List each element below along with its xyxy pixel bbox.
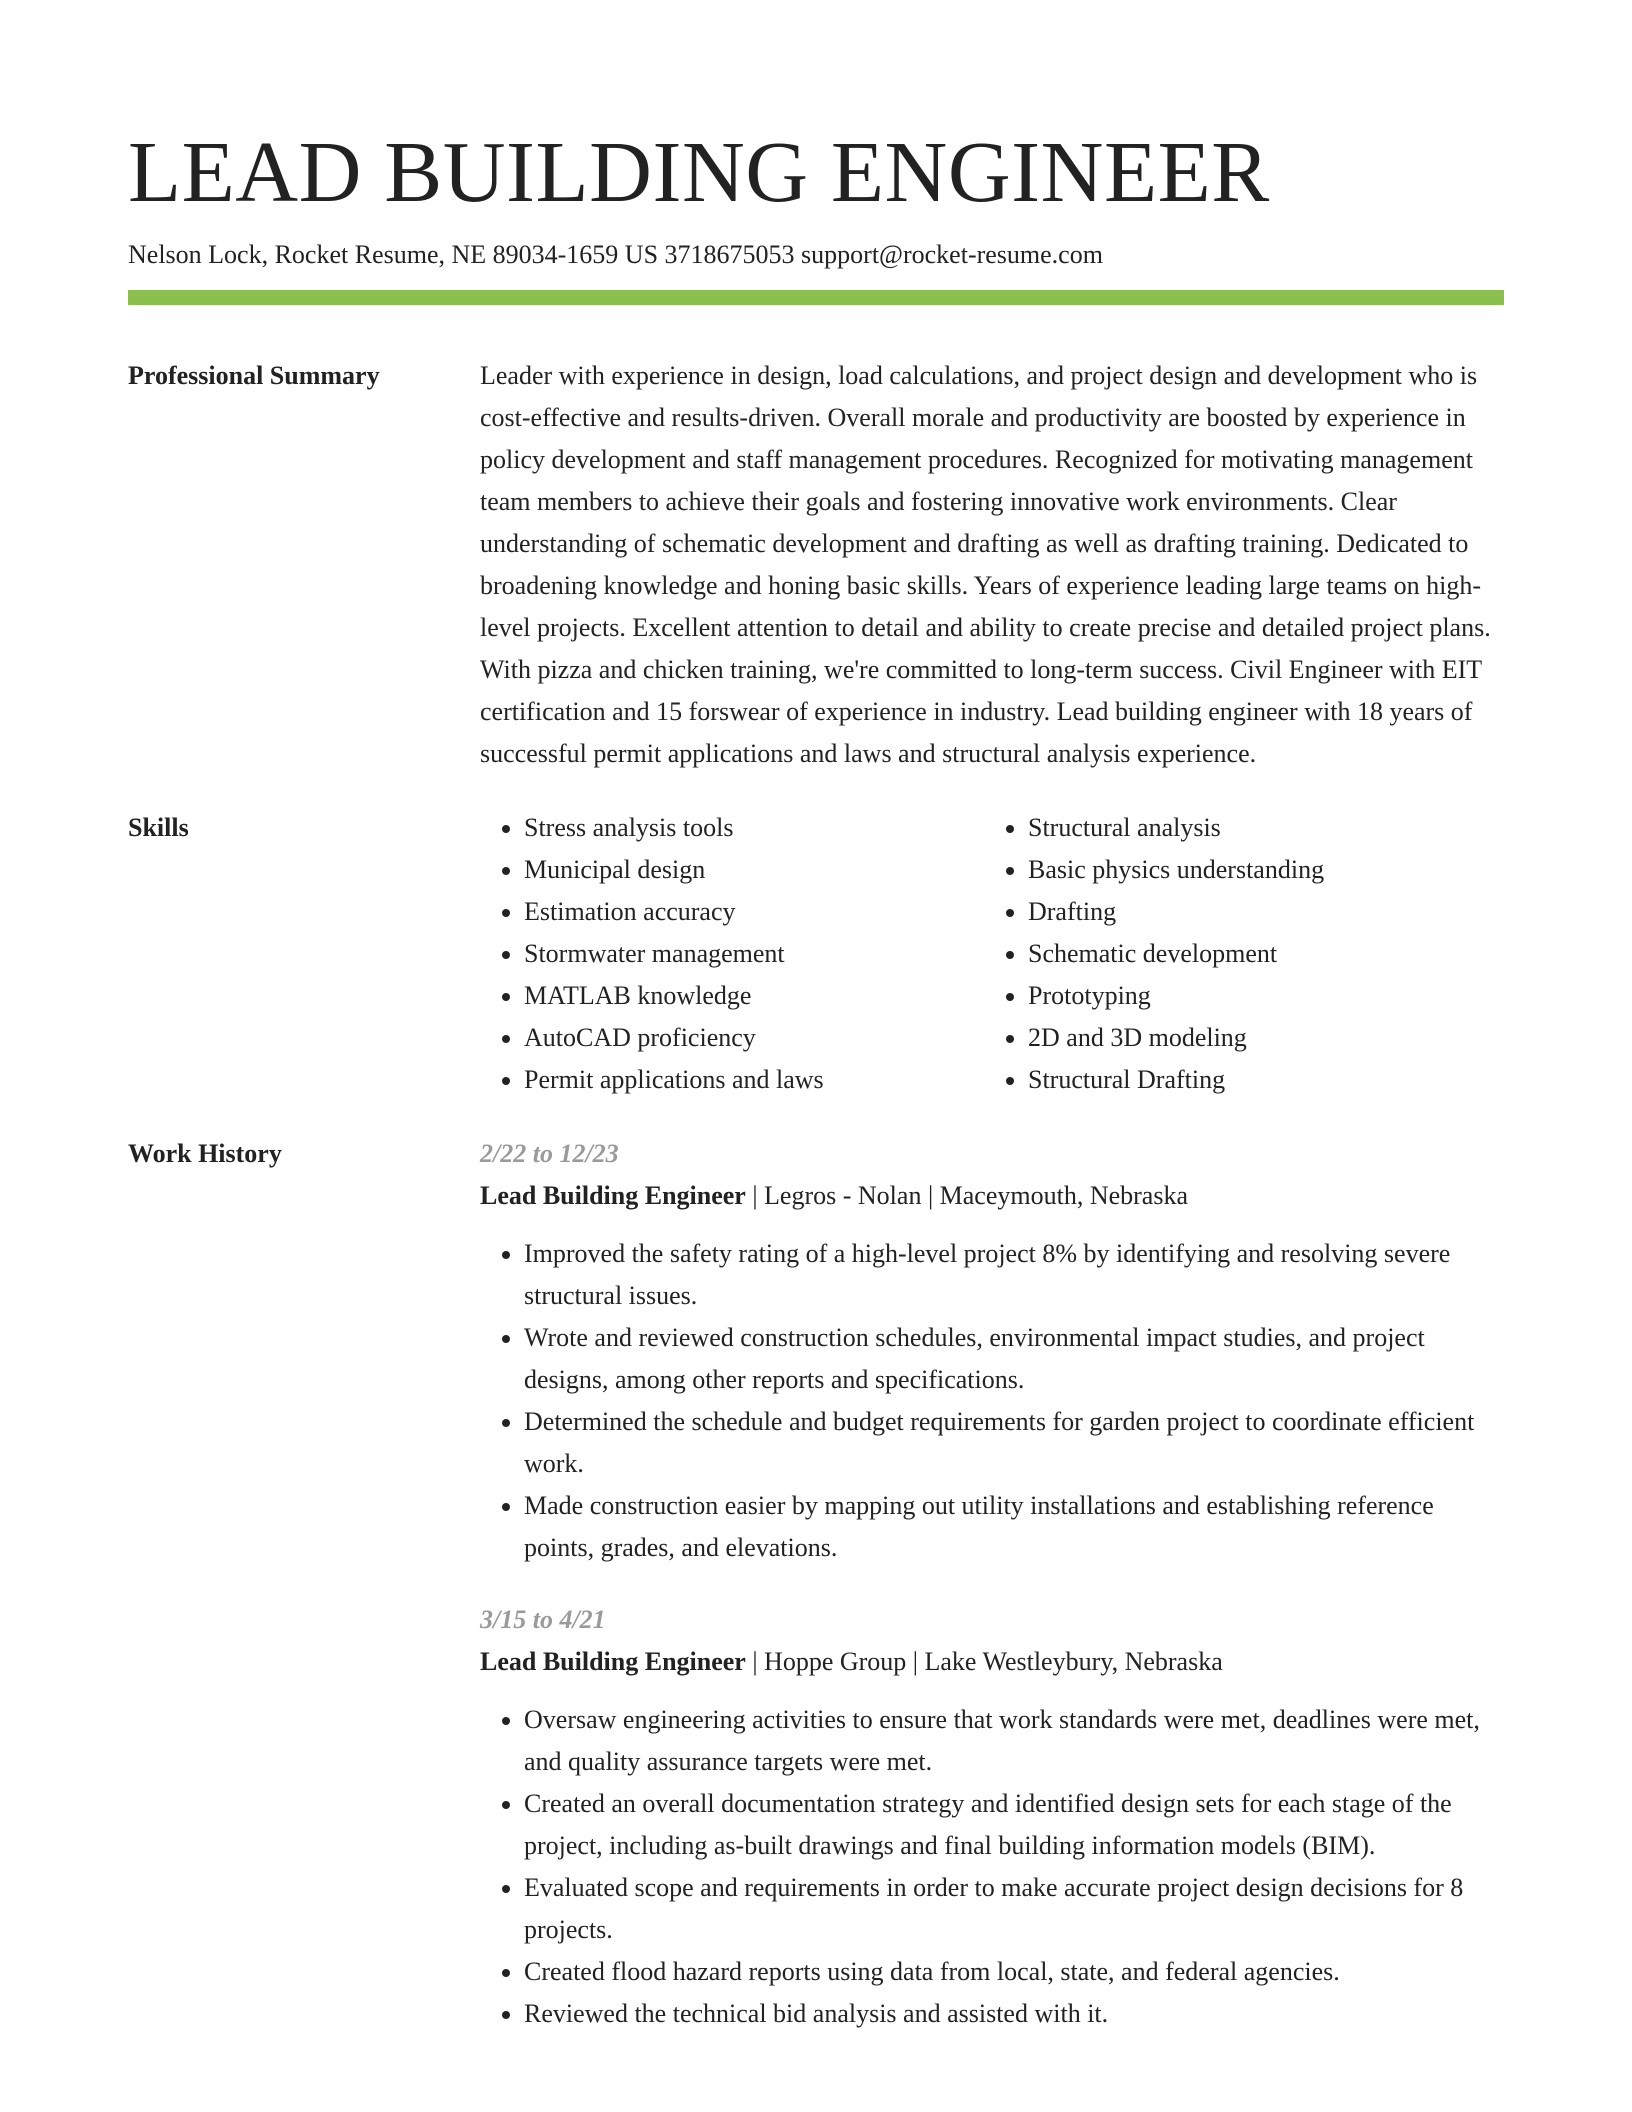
skill-item: • Prototyping — [1028, 975, 1488, 1017]
skill-item: • Estimation accuracy — [524, 891, 984, 933]
job-bullet: • Evaluated scope and requirements in order to make accurate project design decisions for 8 projects. — [524, 1867, 1504, 1951]
job-dates: 2/22 to 12/23 — [480, 1139, 619, 1168]
skills-section — [128, 807, 1504, 1101]
job-bullets — [480, 1233, 1504, 1569]
skill-item: • Municipal design — [524, 849, 984, 891]
job-details: | Hoppe Group | Lake Westleybury, Nebraska — [745, 1647, 1223, 1676]
accent-divider — [128, 290, 1504, 305]
skill-item: • Permit applications and laws — [524, 1059, 984, 1101]
contact-line: Nelson Lock, Rocket Resume, NE 89034-1659 US 3718675053 support@rocket-resume.com — [128, 240, 1103, 269]
job-bullet: • Made construction easier by mapping out utility installations and establishing reference points, grades, and elevations. — [524, 1485, 1504, 1569]
work-history-heading: Work History — [128, 1139, 282, 1168]
skill-item: • Drafting — [1028, 891, 1488, 933]
skill-item: • Stormwater management — [524, 933, 984, 975]
job-details: | Legros - Nolan | Maceymouth, Nebraska — [745, 1181, 1189, 1210]
skill-item: • Structural Drafting — [1028, 1059, 1488, 1101]
summary-heading: Professional Summary — [128, 361, 380, 390]
job-entry — [480, 1599, 1504, 2035]
resume-page — [128, 118, 1504, 2065]
skill-item: • 2D and 3D modeling — [1028, 1017, 1488, 1059]
job-title: Lead Building Engineer — [480, 1181, 746, 1210]
work-history-section — [128, 1133, 1504, 2065]
skill-item: • Stress analysis tools — [524, 807, 984, 849]
page-title: LEAD BUILDING ENGINEER — [128, 123, 1270, 220]
skill-item: • Structural analysis — [1028, 807, 1488, 849]
job-heading — [480, 1175, 1504, 1217]
skills-body — [480, 807, 1504, 1101]
summary-section — [128, 355, 1504, 775]
job-heading — [480, 1641, 1504, 1683]
job-bullet: • Created flood hazard reports using data from local, state, and federal agencies. — [524, 1951, 1504, 1993]
job-dates: 3/15 to 4/21 — [480, 1605, 606, 1634]
skill-item: • MATLAB knowledge — [524, 975, 984, 1017]
job-bullet: • Oversaw engineering activities to ensure that work standards were met, deadlines were met, and quality assurance targets were met. — [524, 1699, 1504, 1783]
skills-right-column — [984, 807, 1488, 1101]
job-title: Lead Building Engineer — [480, 1647, 746, 1676]
job-bullets — [480, 1699, 1504, 2035]
summary-body — [480, 355, 1504, 775]
skills-left-column — [480, 807, 984, 1101]
skill-item: • Schematic development — [1028, 933, 1488, 975]
work-history-body — [480, 1133, 1504, 2065]
job-bullet: • Reviewed the technical bid analysis and assisted with it. — [524, 1993, 1504, 2035]
skills-heading: Skills — [128, 813, 189, 842]
skills-grid — [480, 807, 1504, 1101]
job-bullet: • Created an overall documentation strategy and identified design sets for each stage of the project, including as-built drawings and final building information models (BIM). — [524, 1783, 1504, 1867]
job-bullet: • Improved the safety rating of a high-level project 8% by identifying and resolving severe structural issues. — [524, 1233, 1504, 1317]
job-bullet: • Wrote and reviewed construction schedules, environmental impact studies, and project designs, among other reports and specifications. — [524, 1317, 1504, 1401]
skill-item: • Basic physics understanding — [1028, 849, 1488, 891]
skill-item: • AutoCAD proficiency — [524, 1017, 984, 1059]
summary-text: Leader with experience in design, load calculations, and project design and development who is cost-effective and results-driven. Overall morale and productivity are boosted by experience in policy development and staff management procedures. Recognized for motivating management team members to achieve their goals and fostering innovative work environments. Clear understanding of schematic development and drafting as well as drafting training. Dedicated to broadening knowledge and honing basic skills. Years of experience leading large teams on high-level projects. Excellent attention to detail and ability to create precise and detailed project plans. With pizza and chicken training, we're committed to long-term success. Civil Engineer with EIT certification and 15 forswear of experience in industry. Lead building engineer with 18 years of successful permit applications and laws and structural analysis experience. — [480, 361, 1491, 768]
job-entry — [480, 1133, 1504, 1569]
job-bullet: • Determined the schedule and budget requirements for garden project to coordinate efficient work. — [524, 1401, 1504, 1485]
